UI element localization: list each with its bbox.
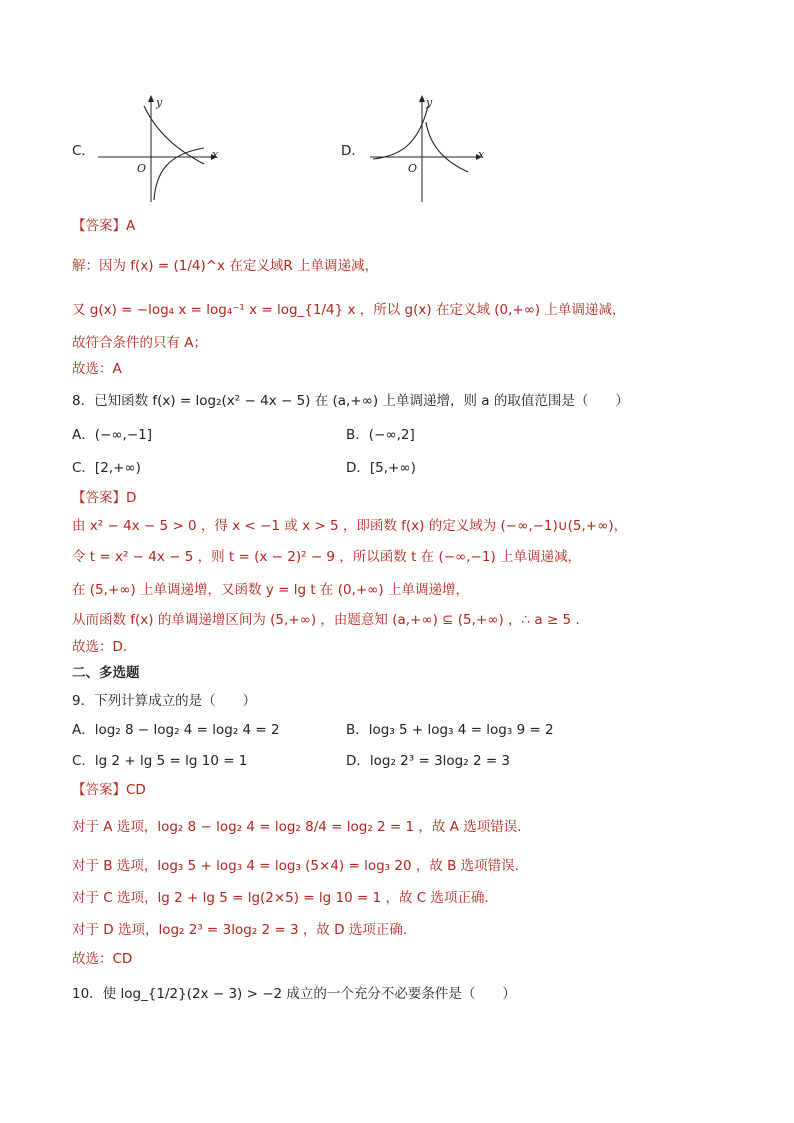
q8-solution-line-2: 令 t = x² − 4x − 5 ，则 t = (x − 2)² − 9 ，所以函数 t 在 (−∞,−1) 上单调递减， [72, 549, 582, 565]
q9-option-c: C．lg 2 + lg 5 = lg 10 = 1 [72, 753, 248, 769]
y-axis-arrow [148, 95, 154, 102]
y-axis-arrow [419, 95, 425, 102]
q8-answer: 【答案】D [72, 490, 137, 506]
q9-solution-line-2: 对于 B 选项，log₃ 5 + log₃ 4 = log₃ (5×4) = log₃ 20 ，故 B 选项错误. [72, 858, 519, 874]
origin-label: O [408, 162, 418, 175]
option-c-label: C． [72, 143, 95, 159]
q9-solution-line-1: 对于 A 选项，log₂ 8 − log₂ 4 = log₂ 8/4 = log₂ 2 = 1 ，故 A 选项错误. [72, 819, 522, 835]
q9-solution-line-3: 对于 C 选项，lg 2 + lg 5 = lg(2×5) = lg 10 = 1 ，故 C 选项正确. [72, 890, 489, 906]
option-d-label: D． [341, 143, 365, 159]
q7-solution-line-3: 故符合条件的只有 A； [72, 335, 208, 351]
curve-decreasing [426, 122, 468, 172]
q9-answer: 【答案】CD [72, 782, 146, 798]
q8-option-d: D．[5,+∞) [346, 460, 416, 476]
curve-log [154, 148, 204, 200]
y-axis-label: y [426, 96, 433, 109]
q7-answer: 【答案】A [72, 218, 136, 234]
x-axis-label: x [478, 148, 485, 161]
curve-decreasing [144, 106, 204, 164]
q8-option-c: C．[2,+∞) [72, 460, 141, 476]
q10-stem: 10．使 log_{1/2}(2x − 3) > −2 成立的一个充分不必要条件是（ ） [72, 986, 516, 1002]
q9-solution-line-4: 对于 D 选项，log₂ 2³ = 3log₂ 2 = 3 ，故 D 选项正确. [72, 922, 408, 938]
curve-increasing [373, 106, 428, 159]
y-axis-label: y [156, 96, 163, 109]
section-heading-multi-choice: 二、多选题 [72, 665, 140, 681]
q8-stem: 8．已知函数 f(x) = log₂(x² − 4x − 5) 在 (a,+∞) 上单调递增，则 a 的取值范围是（ ） [72, 393, 629, 409]
q8-solution-line-5: 故选：D. [72, 639, 128, 655]
q9-option-d: D．log₂ 2³ = 3log₂ 2 = 3 [346, 753, 511, 769]
q7-solution-line-4: 故选：A [72, 361, 122, 377]
q8-option-a: A．(−∞,−1] [72, 427, 153, 443]
q9-solution-line-5: 故选：CD [72, 951, 133, 967]
q8-option-b: B．(−∞,2] [346, 427, 415, 443]
graph-option-c [96, 92, 236, 212]
x-axis-label: x [212, 148, 219, 161]
q8-solution-line-4: 从而函数 f(x) 的单调递增区间为 (5,+∞) ，由题意知 (a,+∞) ⊆ (5,+∞) ，∴ a ≥ 5 . [72, 612, 580, 628]
origin-label: O [137, 162, 147, 175]
graph-option-d [368, 92, 508, 212]
q7-solution-line-1: 解：因为 f(x) = (1/4)^x 在定义域R 上单调递减， [72, 258, 378, 274]
q9-option-b: B．log₃ 5 + log₃ 4 = log₃ 9 = 2 [346, 722, 554, 738]
q7-solution-line-2: 又 g(x) = −log₄ x = log₄⁻¹ x = log_{1/4} x ，所以 g(x) 在定义域 (0,+∞) 上单调递减， [72, 302, 626, 318]
q8-solution-line-3: 在 (5,+∞) 上单调递增，又函数 y = lg t 在 (0,+∞) 上单调递增， [72, 582, 469, 598]
q9-option-a: A．log₂ 8 − log₂ 4 = log₂ 4 = 2 [72, 722, 280, 738]
q9-stem: 9．下列计算成立的是（ ） [72, 693, 257, 709]
q8-solution-line-1: 由 x² − 4x − 5 > 0 ，得 x < −1 或 x > 5 ，即函数 f(x) 的定义域为 (−∞,−1)∪(5,+∞)， [72, 518, 628, 534]
